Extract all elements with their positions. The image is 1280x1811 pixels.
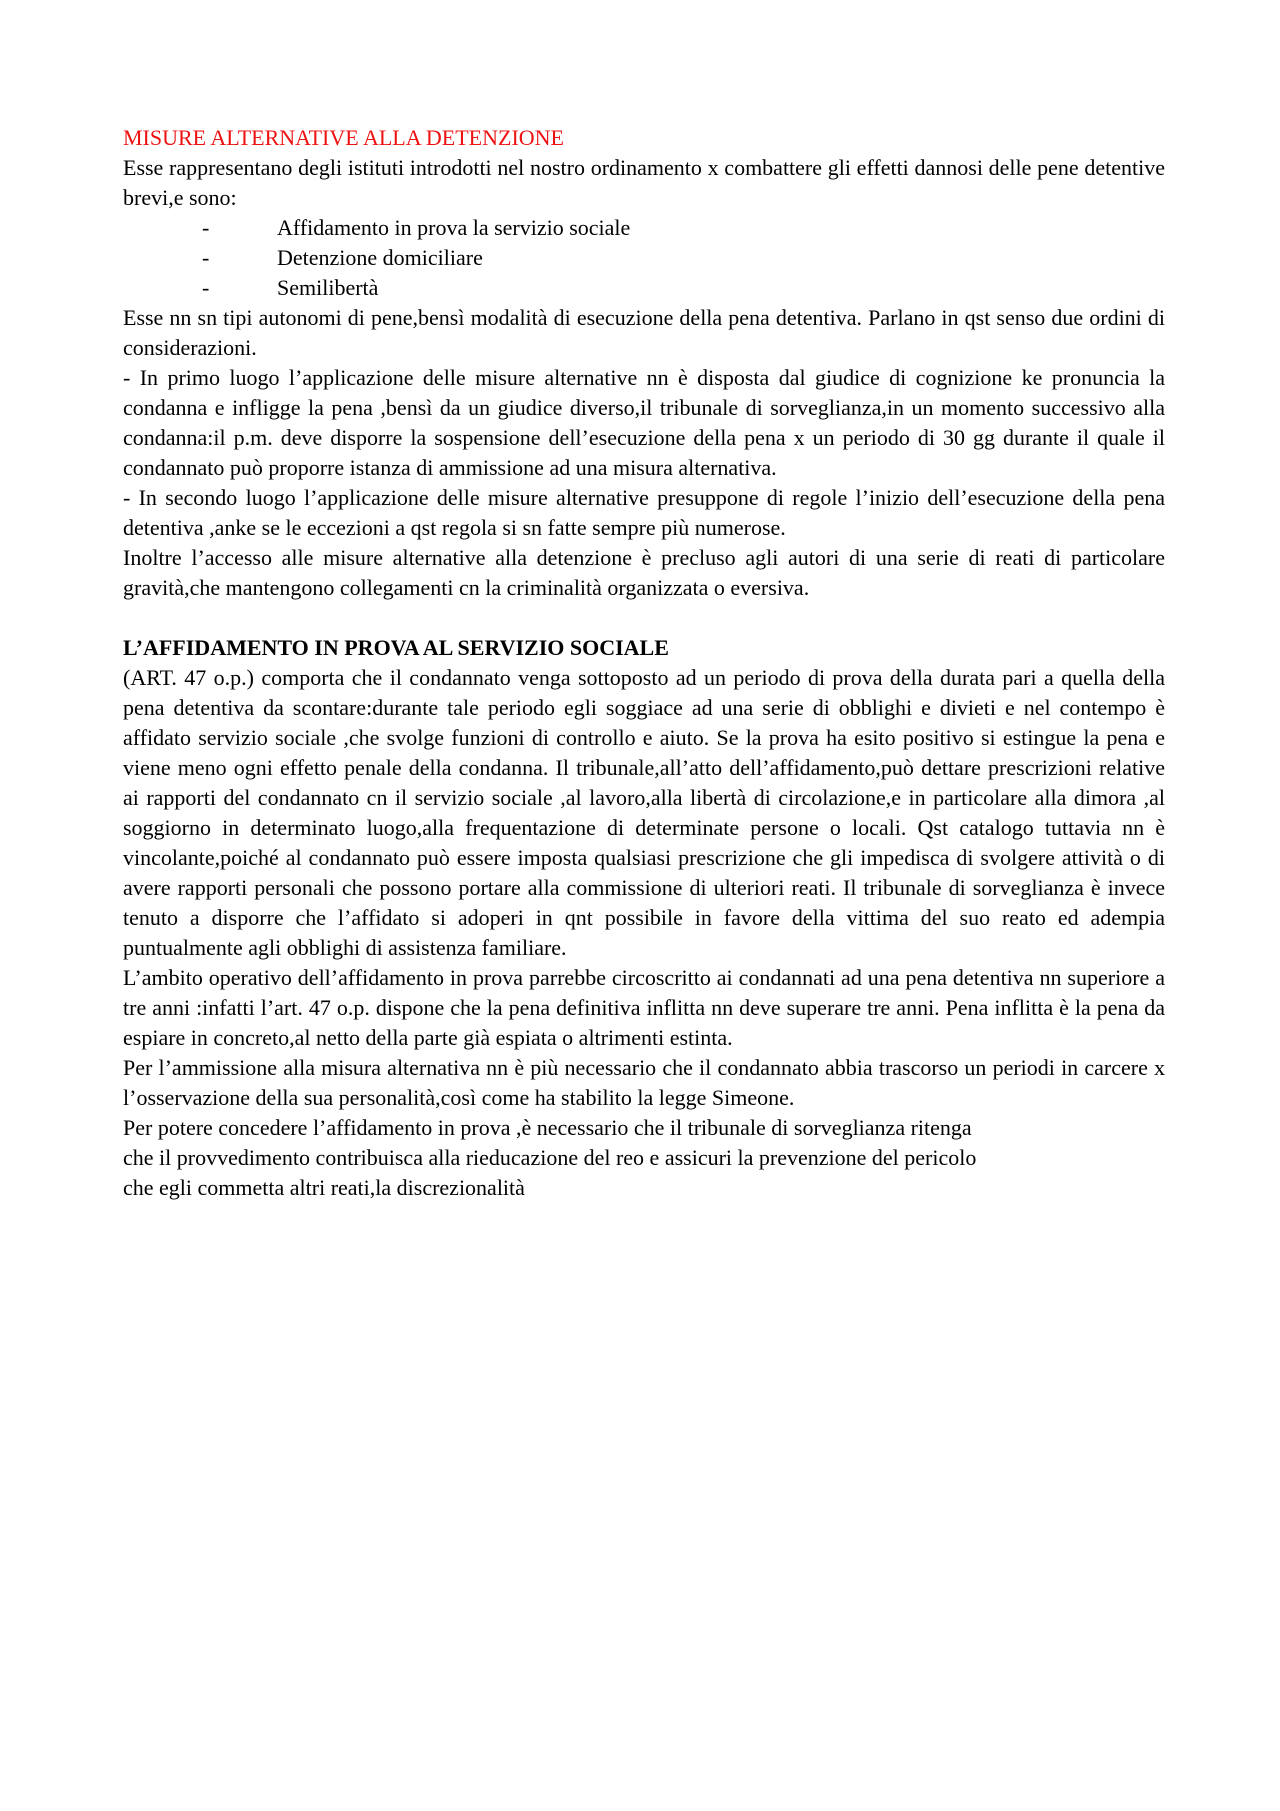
list-item [123,213,1165,243]
paragraph-secondo-luogo: - In secondo luogo l’applicazione delle misure alternative presuppone di regole l’inizio dell’esecuzione della pena detentiva ,anke se le eccezioni a qst regola si sn fatte sempre più numerose. [123,485,1165,540]
paragraph-inoltre: Inoltre l’accesso alle misure alternative alla detenzione è precluso agli autori di una serie di reati di particolare gravità,che mantengono collegamenti cn la criminalità organizzata o eversiva. [123,545,1165,600]
text-line: che il provvedimento contribuisca alla rieducazione del reo e assicuri la prevenzione del pericolo [123,1145,977,1170]
list-item-text: Detenzione domiciliare [277,245,483,270]
list-item [123,243,1165,273]
list-item [123,273,1165,303]
measures-list [123,213,1165,303]
paragraph-primo-luogo: - In primo luogo l’applicazione delle misure alternative nn è disposta dal giudice di cognizione ke pronuncia la condanna e infligge la pena ,bensì da un giudice diverso,il tribunale di sorveglianza,in un momento successivo alla condanna:il p.m. deve disporre la sospensione dell’esecuzione della pena x un periodo di 30 gg durante il quale il condannato può proporre istanza di ammissione ad una misura alternativa. [123,365,1165,480]
intro-paragraph: Esse rappresentano degli istituti introdotti nel nostro ordinamento x combattere gli effetti dannosi delle pene detentive brevi,e sono: [123,155,1165,210]
document-page [123,123,1165,1203]
paragraph-ammissione: Per l’ammissione alla misura alternativa nn è più necessario che il condannato abbia trascorso un periodi in carcere x l’osservazione della sua personalità,così come ha stabilito la legge Simeone. [123,1055,1165,1110]
section-title-affidamento: L’AFFIDAMENTO IN PROVA AL SERVIZIO SOCIALE [123,635,669,660]
list-item-text: Affidamento in prova la servizio sociale [277,215,631,240]
text-line: Per potere concedere l’affidamento in prova ,è necessario che il tribunale di sorveglianza ritenga [123,1115,972,1140]
text-line: che egli commetta altri reati,la discrezionalità [123,1175,525,1200]
list-dash: - [202,215,210,240]
section-spacer [123,603,1165,633]
list-dash: - [202,275,210,300]
list-item-text: Semilibertà [277,275,379,300]
paragraph-ambito-operativo: L’ambito operativo dell’affidamento in prova parrebbe circoscritto ai condannati ad una pena detentiva nn superiore a tre anni :infatti l’art. 47 o.p. dispone che la pena definitiva inflitta nn deve superare tre anni. Pena inflitta è la pena da espiare in concreto,al netto della parte già espiata o altrimenti estinta. [123,965,1165,1050]
paragraph-autonomi: Esse nn sn tipi autonomi di pene,bensì modalità di esecuzione della pena detentiva. Parlano in qst senso due ordini di considerazioni. [123,305,1165,360]
section-title-misure-alternative: MISURE ALTERNATIVE ALLA DETENZIONE [123,125,564,150]
list-dash: - [202,245,210,270]
paragraph-concedere [123,1113,1165,1203]
paragraph-art-47: (ART. 47 o.p.) comporta che il condannato venga sottoposto ad un periodo di prova della durata pari a quella della pena detentiva da scontare:durante tale periodo egli soggiace ad una serie di obblighi e divieti e nel contempo è affidato servizio sociale ,che svolge funzioni di controllo e aiuto. Se la prova ha esito positivo si estingue la pena e viene meno ogni effetto penale della condanna. Il tribunale,all’atto dell’affidamento,può dettare prescrizioni relative ai rapporti del condannato cn il servizio sociale ,al lavoro,alla libertà di circolazione,e in particolare alla dimora ,al soggiorno in determinato luogo,alla frequentazione di determinate persone o locali. Qst catalogo tuttavia nn è vincolante,poiché al condannato può essere imposta qualsiasi prescrizione che gli impedisca di svolgere attività o di avere rapporti personali che possono portare alla commissione di ulteriori reati. Il tribunale di sorveglianza è invece tenuto a disporre che l’affidato si adoperi in qnt possibile in favore della vittima del suo reato ed adempia puntualmente agli obblighi di assistenza familiare. [123,665,1165,960]
